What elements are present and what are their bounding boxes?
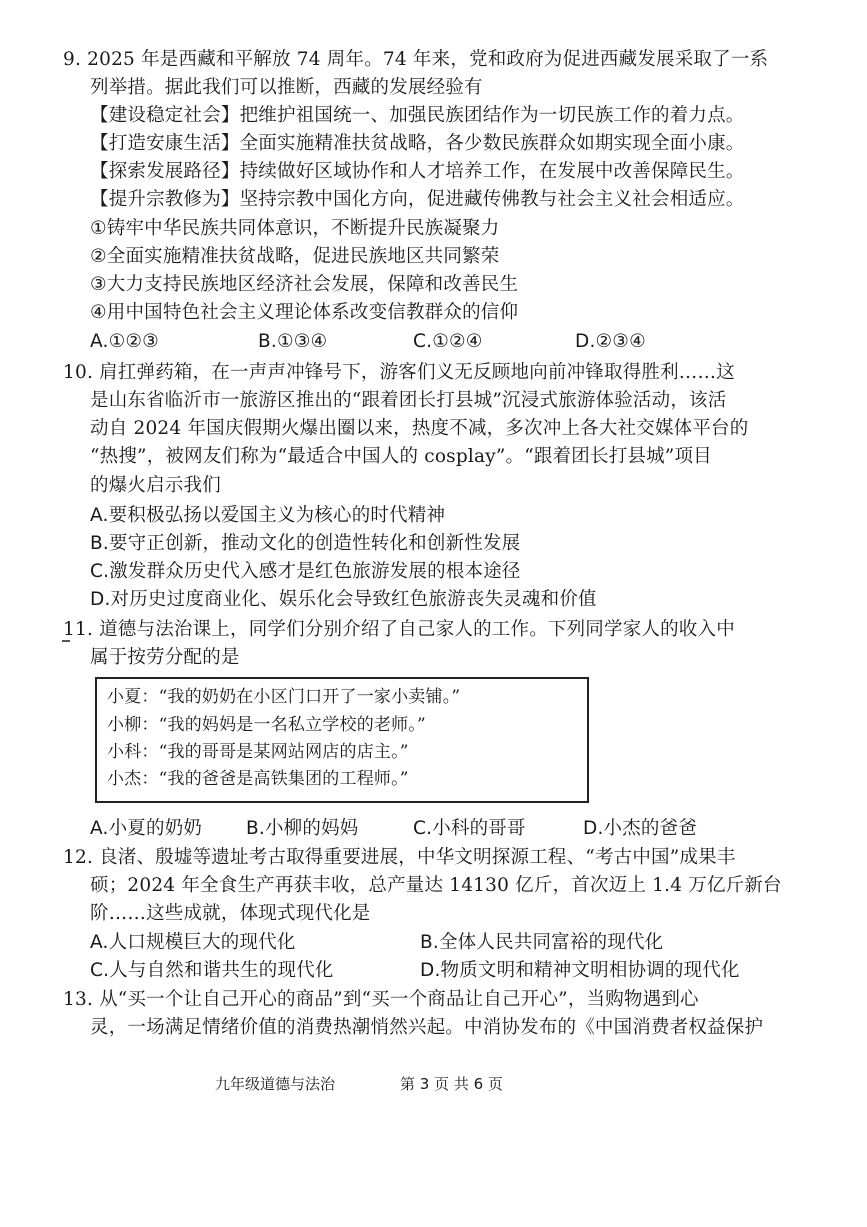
q10-stem-line-5: 的爆火启示我们 [90,475,221,496]
q9-item-4: ④用中国特色社会主义理论体系改变信教群众的信仰 [90,302,519,323]
q10-option-d: D.对历史过度商业化、娱乐化会导致红色旅游丧失灵魂和价值 [90,589,597,610]
q11-stem-line-2: 属于按劳分配的是 [90,647,240,668]
q10-stem-line-4: “热搜”，被网友们称为“最适合中国人的 cosplay”。“跟着团长打县城”项目 [90,446,712,467]
q9-option-c: C.①②④ [413,331,483,352]
q9-stem-line-2: 列举措。据此我们可以推断，西藏的发展经验有 [90,77,483,98]
q11-quote-4: 小杰：“我的爸爸是高铁集团的工程师。” [107,769,409,789]
footer-subject: 九年级道德与法治 [215,1075,336,1093]
footer-page-number: 第 3 页 共 6 页 [400,1075,503,1093]
q11-quote-box [95,677,589,803]
q9-option-b: B.①③④ [258,331,328,352]
q11-stem-line-1: 11. 道德与法治课上，同学们分别介绍了自己家人的工作。下列同学家人的收入中 [63,619,735,640]
q9-stem-line-1: 9. 2025 年是西藏和平解放 74 周年。74 年来，党和政府为促进西藏发展采取了一系 [63,49,769,70]
q9-item-2: ②全面实施精准扶贫战略，促进民族地区共同繁荣 [90,246,500,267]
q9-fact-1: 【建设稳定社会】把维护祖国统一、加强民族团结作为一切民族工作的着力点。 [90,105,745,126]
q9-fact-4: 【提升宗教修为】坚持宗教中国化方向，促进藏传佛教与社会主义社会相适应。 [90,189,745,210]
q13-stem-line-1: 13. 从“买一个让自己开心的商品”到“买一个商品让自己开心”，当购物遇到心 [63,989,699,1010]
q12-stem-line-1: 12. 良渚、殷墟等遗址考古取得重要进展，中华文明探源工程、“考古中国”成果丰 [63,847,736,868]
margin-mark [62,640,70,642]
q9-option-d: D.②③④ [575,331,646,352]
q9-fact-2: 【打造安康生活】全面实施精准扶贫战略，各少数民族群众如期实现全面小康。 [90,133,745,154]
q9-item-1: ①铸牢中华民族共同体意识，不断提升民族凝聚力 [90,218,500,239]
q10-stem-line-1: 10. 肩扛弹药箱，在一声声冲锋号下，游客们义无反顾地向前冲锋取得胜利……这 [63,362,735,383]
q12-option-a: A.人口规模巨大的现代化 [90,932,296,953]
q10-option-b: B.要守正创新，推动文化的创造性转化和创新性发展 [90,533,521,554]
q10-stem-line-3: 动自 2024 年国庆假期火爆出圈以来，热度不减，多次冲上各大社交媒体平台的 [90,418,749,439]
q9-fact-3: 【探索发展路径】持续做好区域协作和人才培养工作，在发展中改善保障民生。 [90,161,745,182]
q11-quote-3: 小科：“我的哥哥是某网站网店的店主。” [107,742,409,762]
q10-stem-line-2: 是山东省临沂市一旅游区推出的“跟着团长打县城”沉浸式旅游体验活动，该活 [90,390,727,411]
q11-quote-2: 小柳：“我的妈妈是一名私立学校的老师。” [107,715,426,735]
q10-option-a: A.要积极弘扬以爱国主义为核心的时代精神 [90,505,446,526]
q12-stem-line-2: 硕；2024 年全食生产再获丰收，总产量达 14130 亿斤，首次迈上 1.4 万亿斤新台 [90,875,782,896]
q10-option-c: C.激发群众历史代入感才是红色旅游发展的根本途径 [90,561,521,582]
q11-quote-1: 小夏：“我的奶奶在小区门口开了一家小卖铺。” [107,687,461,707]
q12-stem-line-3: 阶……这些成就，体现式现代化是 [90,903,371,924]
q11-option-a: A.小夏的奶奶 [90,818,203,839]
q11-option-b: B.小柳的妈妈 [246,818,359,839]
q9-item-3: ③大力支持民族地区经济社会发展，保障和改善民生 [90,274,519,295]
q11-option-c: C.小科的哥哥 [413,818,526,839]
q12-option-b: B.全体人民共同富裕的现代化 [420,932,664,953]
q12-option-d: D.物质文明和精神文明相协调的现代化 [420,960,740,981]
q9-option-a: A.①②③ [90,331,159,352]
q11-option-d: D.小杰的爸爸 [583,818,698,839]
q12-option-c: C.人与自然和谐共生的现代化 [90,960,334,981]
q13-stem-line-2: 灵，一场满足情绪价值的消费热潮悄然兴起。中消协发布的《中国消费者权益保护 [90,1017,764,1038]
